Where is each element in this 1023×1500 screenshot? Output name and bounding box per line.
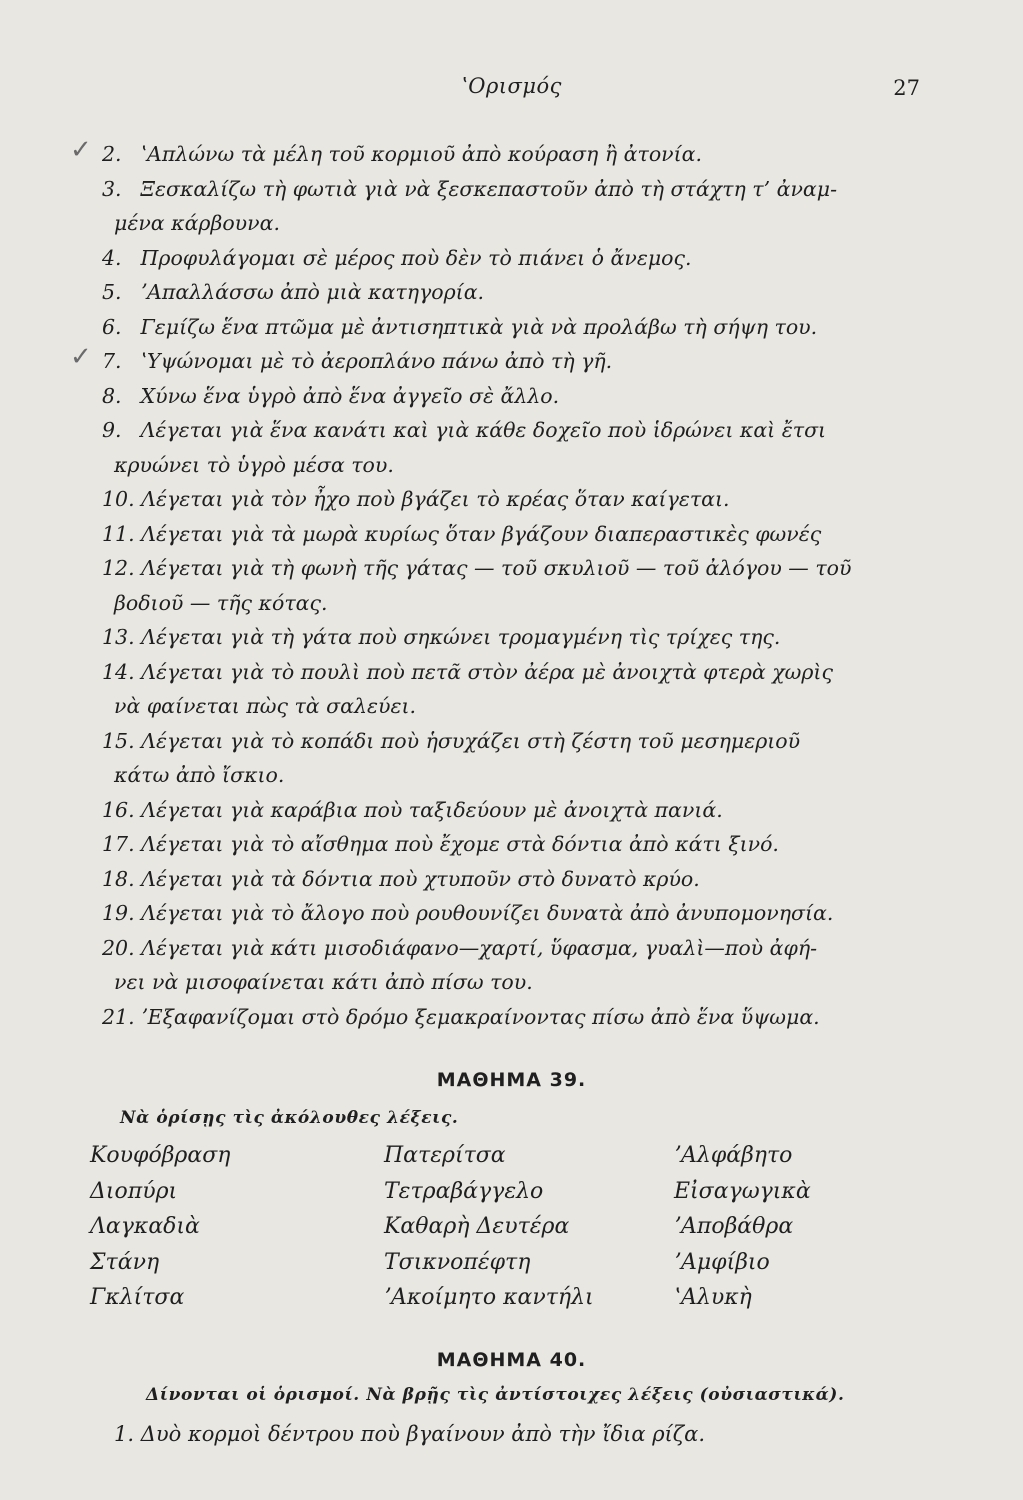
definition-number: 6. xyxy=(102,314,122,339)
definition-line xyxy=(102,413,922,448)
lesson-39-word: ʼΑκοίμητο καντήλι xyxy=(384,1285,594,1310)
lesson-39-word-grid xyxy=(90,1139,890,1315)
definition-text: Λέγεται γιὰ τὸ αἴσθημα ποὺ ἔχομε στὰ δόντια ἀπὸ κάτι ξινό. xyxy=(141,832,779,856)
lesson-39-word: Κουφόβραση xyxy=(90,1143,231,1168)
page-header-title: ʽΟρισμός xyxy=(461,74,562,98)
definition-text: Λέγεται γιὰ τὰ μωρὰ κυρίως ὅταν βγάζουν διαπεραστικὲς φωνές xyxy=(141,521,822,546)
definition-line xyxy=(102,482,922,517)
definition-line xyxy=(102,379,922,414)
definition-number: 9. xyxy=(102,418,122,442)
lesson-39-word: ʽΑλυκὴ xyxy=(674,1285,752,1310)
definition-text: Ξεσκαλίζω τὴ φωτιὰ γιὰ νὰ ξεσκεπαστοῦν ἀπὸ τὴ στάχτη τ’ ἀναμ- xyxy=(140,176,838,201)
definition-line xyxy=(102,172,922,207)
definition-number: 4. xyxy=(102,245,122,270)
lesson-39-word: Τετραβάγγελο xyxy=(384,1178,544,1204)
definition-line xyxy=(102,310,922,345)
definition-continuation-line xyxy=(102,206,922,241)
definition-number: 11. xyxy=(102,521,135,546)
definition-continuation-line xyxy=(102,965,922,1000)
check-mark-icon: ✓ xyxy=(70,135,92,165)
definition-text: Λέγεται γιὰ τὸ κοπάδι ποὺ ἡσυχάζει στὴ ζέστη τοῦ μεσημεριοῦ xyxy=(141,728,801,753)
lesson-39-word: Εἰσαγωγικὰ xyxy=(674,1178,811,1204)
lesson-39-word: Τσικνοπέφτη xyxy=(384,1249,531,1275)
definition-text: μένα κάρβουνα. xyxy=(114,211,280,235)
definition-number: 16. xyxy=(102,797,135,822)
definition-continuation-line xyxy=(102,448,922,483)
definition-number: 13. xyxy=(102,625,135,649)
definition-text: κάτω ἀπὸ ἴσκιο. xyxy=(114,763,285,787)
definition-line xyxy=(102,862,922,897)
definition-text: Λέγεται γιὰ καράβια ποὺ ταξιδεύουν μὲ ἀνοιχτὰ πανιά. xyxy=(141,797,723,822)
definition-number: 18. xyxy=(102,866,135,891)
definition-continuation-line xyxy=(102,689,922,724)
definition-text: Λέγεται γιὰ τὸν ἦχο ποὺ βγάζει τὸ κρέας ὅταν καίγεται. xyxy=(141,487,730,511)
lesson-40-item-text: Δυὸ κορμοὶ δέντρου ποὺ βγαίνουν ἀπὸ τὴν ἴδια ρίζα. xyxy=(140,1422,706,1446)
definition-text: Γεμίζω ἕνα πτῶμα μὲ ἀντισηπτικὰ γιὰ νὰ προλάβω τὴ σήψη του. xyxy=(140,314,818,339)
definition-number: 5. xyxy=(102,280,122,304)
definition-text: Προφυλάγομαι σὲ μέρος ποὺ δὲν τὸ πιάνει ὁ ἄνεμος. xyxy=(140,245,692,270)
definition-number: 21. xyxy=(102,1004,135,1029)
definition-text: νὰ φαίνεται πὼς τὰ σαλεύει. xyxy=(114,694,416,718)
definition-line xyxy=(102,793,922,828)
definition-number: 19. xyxy=(102,901,135,925)
definition-line xyxy=(102,241,922,276)
definition-text: Λέγεται γιὰ τὸ ἄλογο ποὺ ρουθουνίζει δυνατὰ ἀπὸ ἀνυπομονησία. xyxy=(141,901,834,925)
definition-text: κρυώνει τὸ ὑγρὸ μέσα του. xyxy=(114,452,394,477)
definition-number: 20. xyxy=(102,935,135,960)
lesson-39-word: Διοπύρι xyxy=(90,1178,178,1204)
definition-text: Λέγεται γιὰ τὸ πουλὶ ποὺ πετᾶ στὸν ἀέρα μὲ ἀνοιχτὰ φτερὰ χωρὶς xyxy=(141,659,833,684)
definition-line xyxy=(70,342,922,379)
definition-line xyxy=(102,896,922,931)
definition-line xyxy=(102,620,922,655)
lesson-39-word: Γκλίτσα xyxy=(90,1285,185,1310)
definition-text: Λέγεται γιὰ τὰ δόντια ποὺ χτυποῦν στὸ δυνατὸ κρύο. xyxy=(141,866,700,891)
lesson-39-word: ʼΑλφάβητο xyxy=(674,1143,793,1168)
definition-text: Λέγεται γιὰ τὴ φωνὴ τῆς γάτας — τοῦ σκυλιοῦ — τοῦ ἀλόγου — τοῦ xyxy=(141,556,852,580)
definition-text: ʽΑπλώνω τὰ μέλη τοῦ κορμιοῦ ἀπὸ κούραση ἢ ἀτονία. xyxy=(140,142,703,166)
definition-text: Λέγεται γιὰ ἕνα κανάτι καὶ γιὰ κάθε δοχεῖο ποὺ ἱδρώνει καὶ ἔτσι xyxy=(140,418,827,442)
lesson-39-heading: ΜΑΘΗΜΑ 39. xyxy=(436,1069,587,1091)
definition-text: ʽΥψώνομαι μὲ τὸ ἀεροπλάνο πάνω ἀπὸ τὴ γῆ. xyxy=(140,349,613,373)
definition-line xyxy=(102,655,922,690)
lesson-40-instruction: Δίνονται οἱ ὁρισμοί. Νὰ βρῇς τὶς ἀντίστοιχες λέξεις (οὐσιαστικά). xyxy=(146,1385,845,1405)
lesson-39-word: Λαγκαδιὰ xyxy=(90,1214,200,1239)
definition-text: ʼΑπαλλάσσω ἀπὸ μιὰ κατηγορία. xyxy=(140,280,485,304)
definition-text: νει νὰ μισοφαίνεται κάτι ἀπὸ πίσω του. xyxy=(114,970,533,994)
definition-number: 14. xyxy=(102,659,135,684)
lesson-39-word: ʼΑποβάθρα xyxy=(674,1214,794,1239)
definition-number: 3. xyxy=(102,176,122,201)
definition-line xyxy=(102,827,922,862)
lesson-39-word: Καθαρὴ Δευτέρα xyxy=(384,1214,570,1239)
definition-text: Λέγεται γιὰ τὴ γάτα ποὺ σηκώνει τρομαγμένη τὶς τρίχες της. xyxy=(141,625,781,649)
check-mark-icon: ✓ xyxy=(70,342,92,372)
definition-line xyxy=(70,135,922,172)
definition-line xyxy=(102,275,922,310)
definition-text: βοδιοῦ — τῆς κότας. xyxy=(114,590,328,615)
definition-continuation-line xyxy=(102,586,922,621)
definition-line xyxy=(102,1000,922,1035)
page-number: 27 xyxy=(893,76,920,100)
definition-continuation-line xyxy=(102,758,922,793)
lesson-39-word: ʼΑμφίβιο xyxy=(674,1249,770,1275)
definition-text: Λέγεται γιὰ κάτι μισοδιάφανο—χαρτί, ὕφασμα, γυαλὶ—ποὺ ἀφή- xyxy=(141,935,818,960)
definition-line xyxy=(102,931,922,966)
definition-number: 15. xyxy=(102,728,135,753)
definitions-list xyxy=(70,135,922,1034)
definition-text: ʼΕξαφανίζομαι στὸ δρόμο ξεμακραίνοντας πίσω ἀπὸ ἕνα ὕψωμα. xyxy=(141,1004,820,1029)
lesson-39-word: Στάνη xyxy=(90,1249,160,1275)
lesson-39-instruction: Νὰ ὁρίσῃς τὶς ἀκόλουθες λέξεις. xyxy=(120,1108,459,1128)
definition-text: Χύνω ἕνα ὑγρὸ ἀπὸ ἕνα ἀγγεῖο σὲ ἄλλο. xyxy=(140,383,560,408)
definition-number: 12. xyxy=(102,556,135,580)
definition-number: 17. xyxy=(102,832,135,856)
lesson-40-item-number: 1. xyxy=(114,1422,135,1446)
definition-number: 10. xyxy=(102,487,135,511)
definition-line xyxy=(102,724,922,759)
lesson-40-heading: ΜΑΘΗΜΑ 40. xyxy=(436,1349,587,1371)
lesson-39-word: Πατερίτσα xyxy=(384,1143,506,1168)
definition-number: 7. xyxy=(102,349,122,373)
definition-number: 2. xyxy=(102,142,122,166)
lesson-40-item xyxy=(114,1422,705,1446)
definition-line xyxy=(102,551,922,586)
definition-line xyxy=(102,517,922,552)
definition-number: 8. xyxy=(102,383,122,408)
